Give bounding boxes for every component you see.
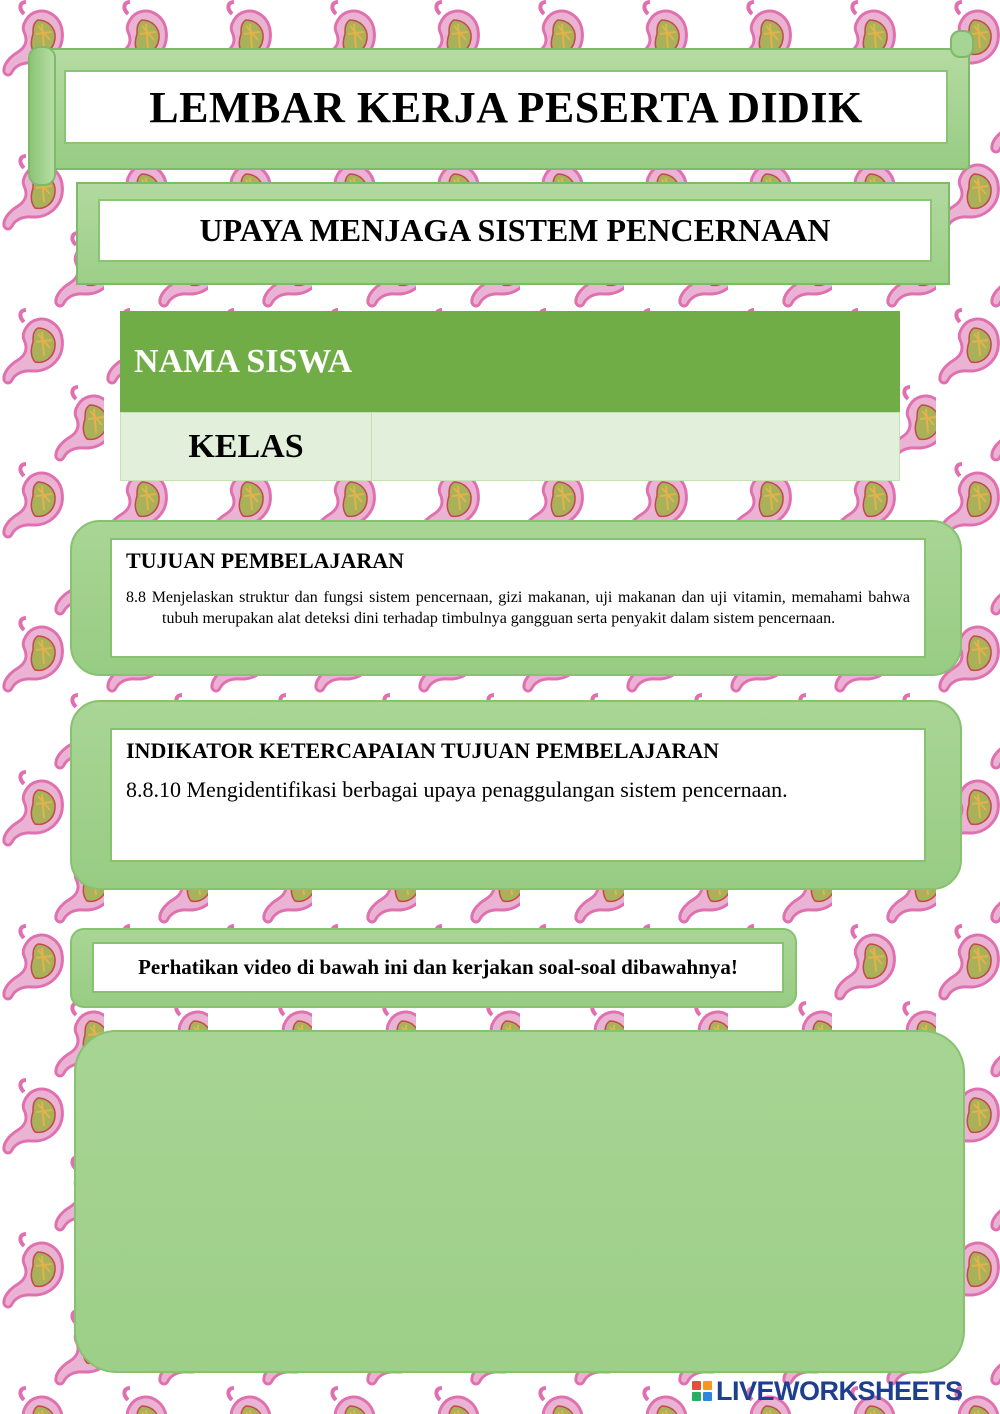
mark-square-v (692, 1392, 701, 1401)
scroll-curl-left (28, 46, 56, 186)
subtitle-box (98, 199, 932, 262)
page-title: LEMBAR KERJA PESERTA DIDIK (149, 82, 863, 132)
page-subtitle: UPAYA MENJAGA SISTEM PENCERNAAN (199, 212, 831, 248)
learning-objective-box (110, 538, 926, 658)
learning-objective-heading: TUJUAN PEMBELAJARAN (126, 548, 405, 573)
indicator-text: 8.8.10 Mengidentifikasi berbagai upaya penaggulangan sistem pencernaan. (126, 777, 788, 802)
student-class-value[interactable] (372, 413, 899, 480)
student-class-label: KELAS (121, 413, 372, 480)
scroll-curl-right (950, 30, 974, 58)
instruction-text: Perhatikan video di bawah ini dan kerjakan soal-soal dibawahnya! (138, 955, 738, 979)
indicator-box (110, 728, 926, 862)
student-name-row[interactable] (120, 311, 900, 412)
liveworksheets-mark (692, 1381, 712, 1401)
student-name-label: NAMA SISWA (134, 342, 353, 380)
mark-square-e (703, 1392, 712, 1401)
student-info-table (120, 311, 900, 481)
video-placeholder[interactable] (74, 1030, 965, 1373)
student-class-row (120, 412, 900, 481)
mark-square-l (692, 1381, 701, 1390)
instruction-box (92, 942, 784, 993)
indicator-heading: INDIKATOR KETERCAPAIAN TUJUAN PEMBELAJARAN (126, 738, 720, 763)
title-box (64, 70, 948, 144)
learning-objective-text: 8.8 Menjelaskan struktur dan fungsi sistem pencernaan, gizi makanan, uji makanan dan uji vitamin, memahami bahwa tubuh merupakan alat deteksi dini terhadap timbulnya gangguan serta penyakit dalam sistem pencernaan. (126, 589, 910, 627)
mark-square-i (703, 1381, 712, 1390)
liveworksheets-logo (692, 1376, 963, 1406)
brand-text: LIVEWORKSHEETS (716, 1375, 963, 1406)
title-banner (0, 0, 1000, 300)
